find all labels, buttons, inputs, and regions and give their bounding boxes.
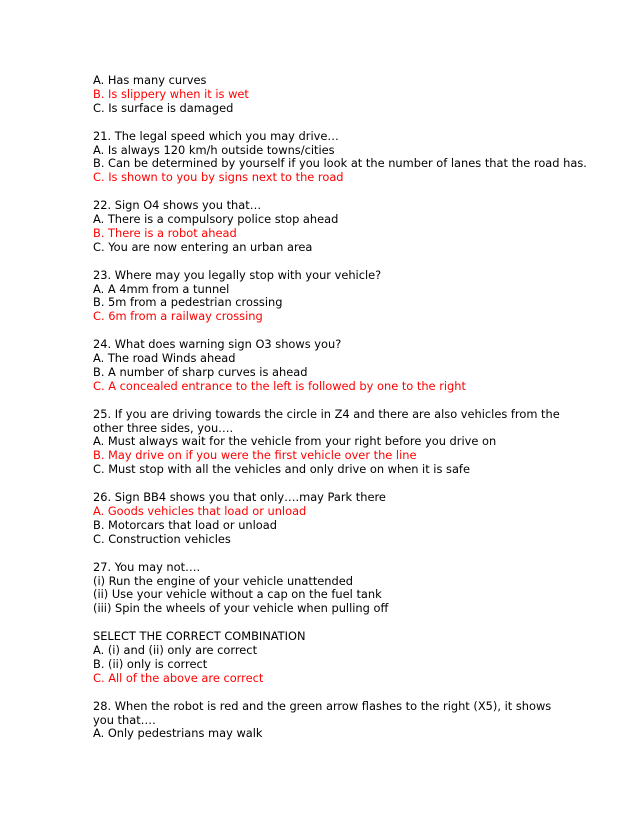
question-block — [93, 491, 563, 547]
question-block — [93, 269, 563, 325]
answer-options-continued — [93, 74, 563, 116]
correct-answer-option: C. A concealed entrance to the left is followed by one to the right — [93, 378, 466, 393]
question-text: 28. When the robot is red and the green arrow flashes to the right (X5), it shows you that…. — [93, 698, 552, 727]
answer-option: A. There is a compulsory police stop ahead — [93, 212, 339, 227]
correct-answer-option: C. All of the above are correct — [93, 670, 264, 685]
correct-answer-option: A. Goods vehicles that load or unload — [93, 504, 307, 518]
question-text: 25. If you are driving towards the circle in Z4 and there are also vehicles from the other three sides, you…. — [93, 406, 560, 435]
question-text: 23. Where may you legally stop with your vehicle? — [93, 267, 382, 282]
answer-option: A. (i) and (ii) only are correct — [93, 643, 258, 658]
correct-answer-option: B. There is a robot ahead — [93, 225, 237, 240]
correct-answer-option: C. Is shown to you by signs next to the road — [93, 170, 344, 185]
correct-answer-option: B. Is slippery when it is wet — [93, 86, 249, 101]
answer-option: C. Is surface is damaged — [93, 100, 234, 115]
answer-option: B. Can be determined by yourself if you look at the number of lanes that the road has. — [93, 156, 587, 171]
question-text: 26. Sign BB4 shows you that only….may Park there — [93, 490, 386, 505]
correct-answer-option: B. May drive on if you were the first vehicle over the line — [93, 448, 417, 463]
answer-option: C. Construction vehicles — [93, 531, 231, 546]
answer-option: A. Is always 120 km/h outside towns/cities — [93, 142, 335, 157]
question-text: 22. Sign O4 shows you that… — [93, 198, 262, 213]
question-text: 24. What does warning sign O3 shows you? — [93, 337, 342, 352]
document-page — [93, 73, 587, 755]
question-block — [93, 700, 563, 742]
question-text: SELECT THE CORRECT COMBINATION — [93, 629, 306, 644]
question-block — [93, 199, 563, 255]
question-block — [93, 128, 587, 186]
answer-option: B. A number of sharp curves is ahead — [93, 364, 308, 379]
question-text: 27. You may not…. — [93, 559, 201, 574]
question-block — [93, 630, 563, 686]
question-block — [93, 408, 563, 478]
question-text: 21. The legal speed which you may drive… — [93, 128, 339, 143]
question-block — [93, 338, 563, 394]
answer-option: A. A 4mm from a tunnel — [93, 281, 230, 296]
answer-option: (ii) Use your vehicle without a cap on the fuel tank — [93, 587, 382, 602]
answer-option: A. Only pedestrians may walk — [93, 726, 263, 741]
answer-option: A. The road Winds ahead — [93, 351, 236, 366]
answer-option: C. You are now entering an urban area — [93, 239, 313, 254]
answer-option: (i) Run the engine of your vehicle unattended — [93, 573, 353, 588]
answer-option: A. Must always wait for the vehicle from your right before you drive on — [93, 434, 497, 449]
answer-option: B. (ii) only is correct — [93, 656, 208, 671]
question-block — [93, 561, 563, 617]
correct-answer-option: C. 6m from a railway crossing — [93, 309, 263, 324]
answer-option: C. Must stop with all the vehicles and only drive on when it is safe — [93, 462, 470, 477]
answer-option: B. 5m from a pedestrian crossing — [93, 295, 283, 310]
answer-option: A. Has many curves — [93, 73, 207, 87]
answer-option: B. Motorcars that load or unload — [93, 517, 277, 532]
answer-option: (iii) Spin the wheels of your vehicle when pulling off — [93, 601, 389, 616]
